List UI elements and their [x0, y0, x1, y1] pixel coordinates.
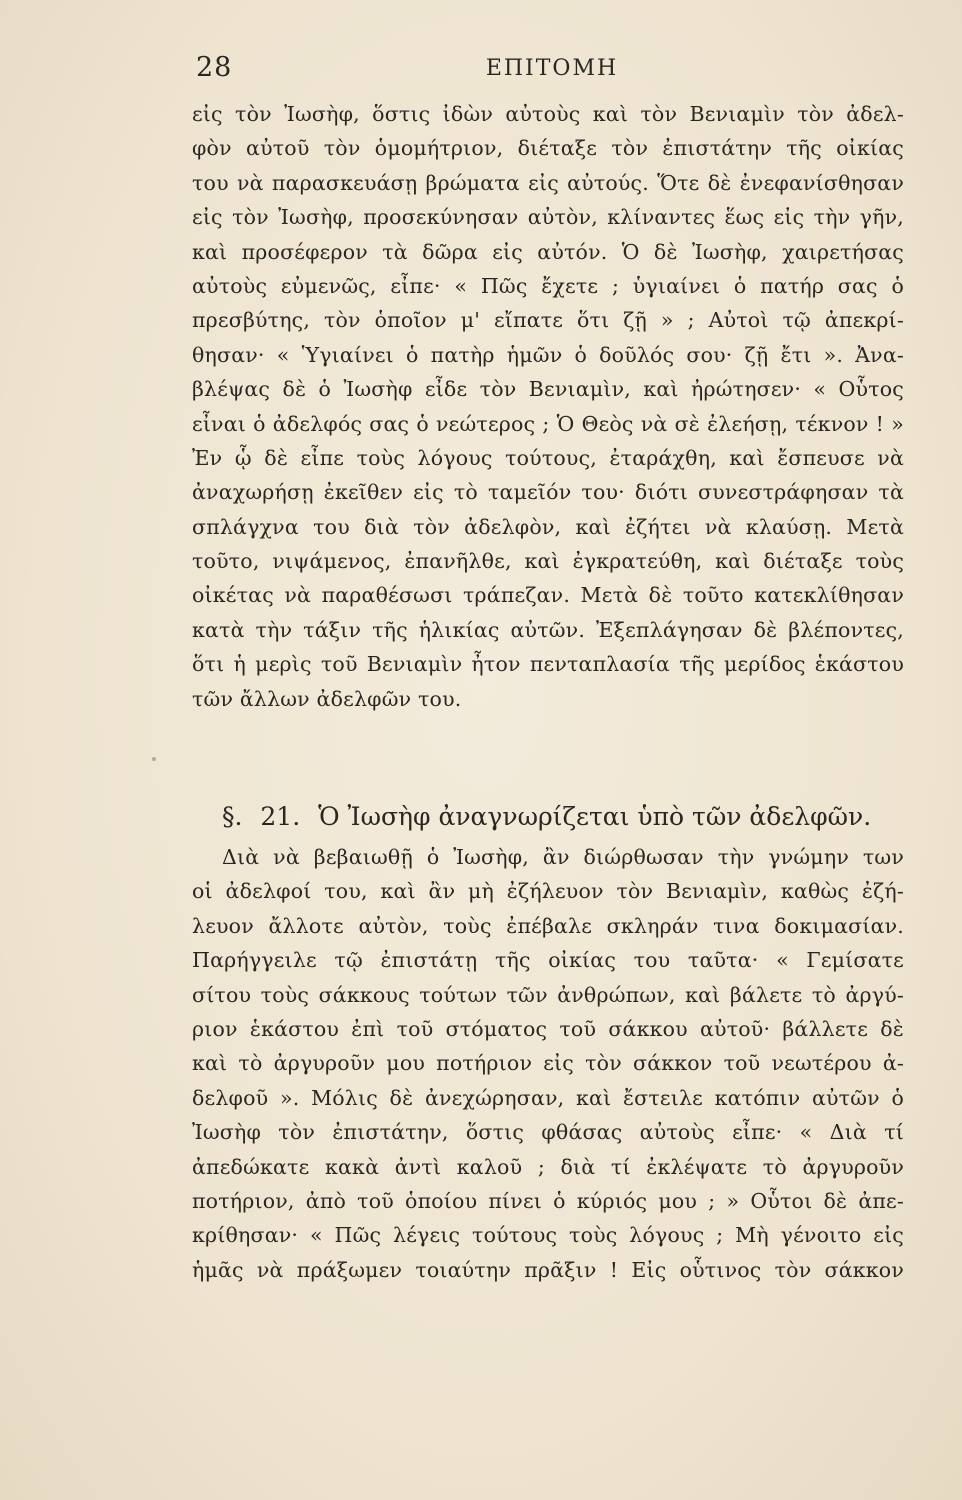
text-line: εἰς τὸν Ἰωσὴφ, προσεκύνησαν αὐτὸν, κλίναντες ἕως εἰς τὴν γῆν, — [192, 205, 904, 230]
text-line: δελφοῦ ». Μόλις δὲ ἀνεχώρησαν, καὶ ἔστειλε κατόπιν αὐτῶν ὁ — [192, 1085, 904, 1110]
text-line: του νὰ παρασκευάσῃ βρώματα εἰς αὐτούς. Ὅτε δὲ ἐνεφανίσθησαν — [192, 170, 904, 195]
page-number: 28 — [196, 52, 233, 83]
text-line: κρίθησαν· « Πῶς λέγεις τούτους τοὺς λόγους ; Μὴ γένοιτο εἰς — [192, 1223, 904, 1248]
text-line: οἰκέτας νὰ παραθέσωσι τράπεζαν. Μετὰ δὲ τοῦτο κατεκλίθησαν — [192, 583, 904, 608]
text-line: εἶναι ὁ ἀδελφός σας ὁ νεώτερος ; Ὁ Θεὸς νὰ σὲ ἐλεήσῃ, τέκνον ! » — [192, 411, 904, 436]
text-line: Ἐν ᾧ δὲ εἶπε τοὺς λόγους τούτους, ἐταράχθη, καὶ ἔσπευσε νὰ — [192, 445, 904, 470]
paragraph-section-21 — [192, 840, 904, 1287]
text-line: ἀπεδώκατε κακὰ ἀντὶ καλοῦ ; διὰ τί ἐκλέψατε τὸ ἀργυροῦν — [192, 1154, 904, 1179]
text-line: οἱ ἀδελφοί του, καὶ ἂν μὴ ἐζήλευον τὸν Βενιαμὶν, καθὼς ἐζή- — [192, 879, 904, 904]
ink-speck — [152, 757, 156, 761]
text-line: τοῦτο, νιψάμενος, ἐπανῆλθε, καὶ ἐγκρατεύθη, καὶ διέταξε τοὺς — [192, 549, 904, 574]
text-line: καὶ τὸ ἀργυροῦν μου ποτήριον εἰς τὸν σάκκον τοῦ νεωτέρου ἀ- — [192, 1051, 904, 1076]
text-line: Διὰ νὰ βεβαιωθῇ ὁ Ἰωσὴφ, ἂν διώρθωσαν τὴν γνώμην των — [222, 845, 904, 869]
text-line: σίτου τοὺς σάκκους τούτων τῶν ἀνθρώπων, καὶ βάλετε τὸ ἀργύ- — [192, 982, 904, 1007]
text-line: ὅτι ἡ μερὶς τοῦ Βενιαμὶν ἦτον πενταπλασία τῆς μερίδος ἑκάστου — [192, 652, 904, 677]
text-line: καὶ προσέφερον τὰ δῶρα εἰς αὐτόν. Ὁ δὲ Ἰωσὴφ, χαιρετήσας — [192, 239, 904, 264]
section-title: Ὁ Ἰωσὴφ ἀναγνωρίζεται ὑπὸ τῶν ἀδελφῶν. — [318, 802, 872, 831]
paragraph-continued — [192, 97, 904, 716]
text-line: εἰς τὸν Ἰωσὴφ, ὅστις ἰδὼν αὐτοὺς καὶ τὸν Βενιαμὶν τὸν ἀδελ- — [192, 102, 904, 126]
section-heading — [222, 797, 904, 837]
text-line: σπλάγχνα του διὰ τὸν ἀδελφὸν, καὶ ἐζήτει νὰ κλαύσῃ. Μετὰ — [192, 514, 904, 539]
text-line: πρεσβύτης, τὸν ὁποῖον μ' εἴπατε ὅτι ζῇ » ; Αὐτοὶ τῷ ἀπεκρί- — [192, 308, 904, 333]
text-line: θησαν· « Ὑγιαίνει ὁ πατὴρ ἡμῶν ὁ δοῦλός σου· ζῇ ἔτι ». Ἀνα- — [192, 342, 904, 367]
section-number: 21. — [260, 802, 301, 831]
page-header — [196, 52, 908, 92]
text-line: Παρήγγειλε τῷ ἐπιστάτῃ τῆς οἰκίας του ταῦτα· « Γεμίσατε — [192, 948, 904, 973]
text-line: λευον ἄλλοτε αὐτὸν, τοὺς ἐπέβαλε σκληράν τινα δοκιμασίαν. — [192, 913, 904, 938]
text-line: τῶν ἄλλων ἀδελφῶν του. — [192, 686, 462, 711]
text-line: βλέψας δὲ ὁ Ἰωσὴφ εἶδε τὸν Βενιαμὶν, καὶ ἠρώτησεν· « Οὗτος — [192, 377, 904, 402]
text-line: Ἰωσὴφ τὸν ἐπιστάτην, ὅστις φθάσας αὐτοὺς εἶπε· « Διὰ τί — [192, 1120, 904, 1145]
text-line: φὸν αὐτοῦ τὸν ὁμομήτριον, διέταξε τὸν ἐπιστάτην τῆς οἰκίας — [192, 136, 904, 161]
text-line: ποτήριον, ἀπὸ τοῦ ὁποίου πίνει ὁ κύριός μου ; » Οὗτοι δὲ ἀπε- — [192, 1188, 904, 1213]
text-line: αὐτοὺς εὐμενῶς, εἶπε· « Πῶς ἔχετε ; ὑγιαίνει ὁ πατήρ σας ὁ — [192, 273, 904, 298]
text-line: ἡμᾶς νὰ πράξωμεν τοιαύτην πρᾶξιν ! Εἰς οὗτινος τὸν σάκκον — [192, 1257, 904, 1282]
text-line: ριον ἑκάστου ἐπὶ τοῦ στόματος τοῦ σάκκου αὐτοῦ· βάλλετε δὲ — [192, 1016, 904, 1041]
text-line: ἀναχωρήσῃ ἐκεῖθεν εἰς τὸ ταμεῖόν του· διότι συνεστράφησαν τὰ — [192, 480, 904, 505]
section-mark: §. — [222, 802, 243, 831]
running-title: ΕΠΙΤΟΜΗ — [485, 56, 619, 81]
text-line: κατὰ τὴν τάξιν τῆς ἡλικίας αὐτῶν. Ἐξεπλάγησαν δὲ βλέποντες, — [192, 617, 904, 642]
